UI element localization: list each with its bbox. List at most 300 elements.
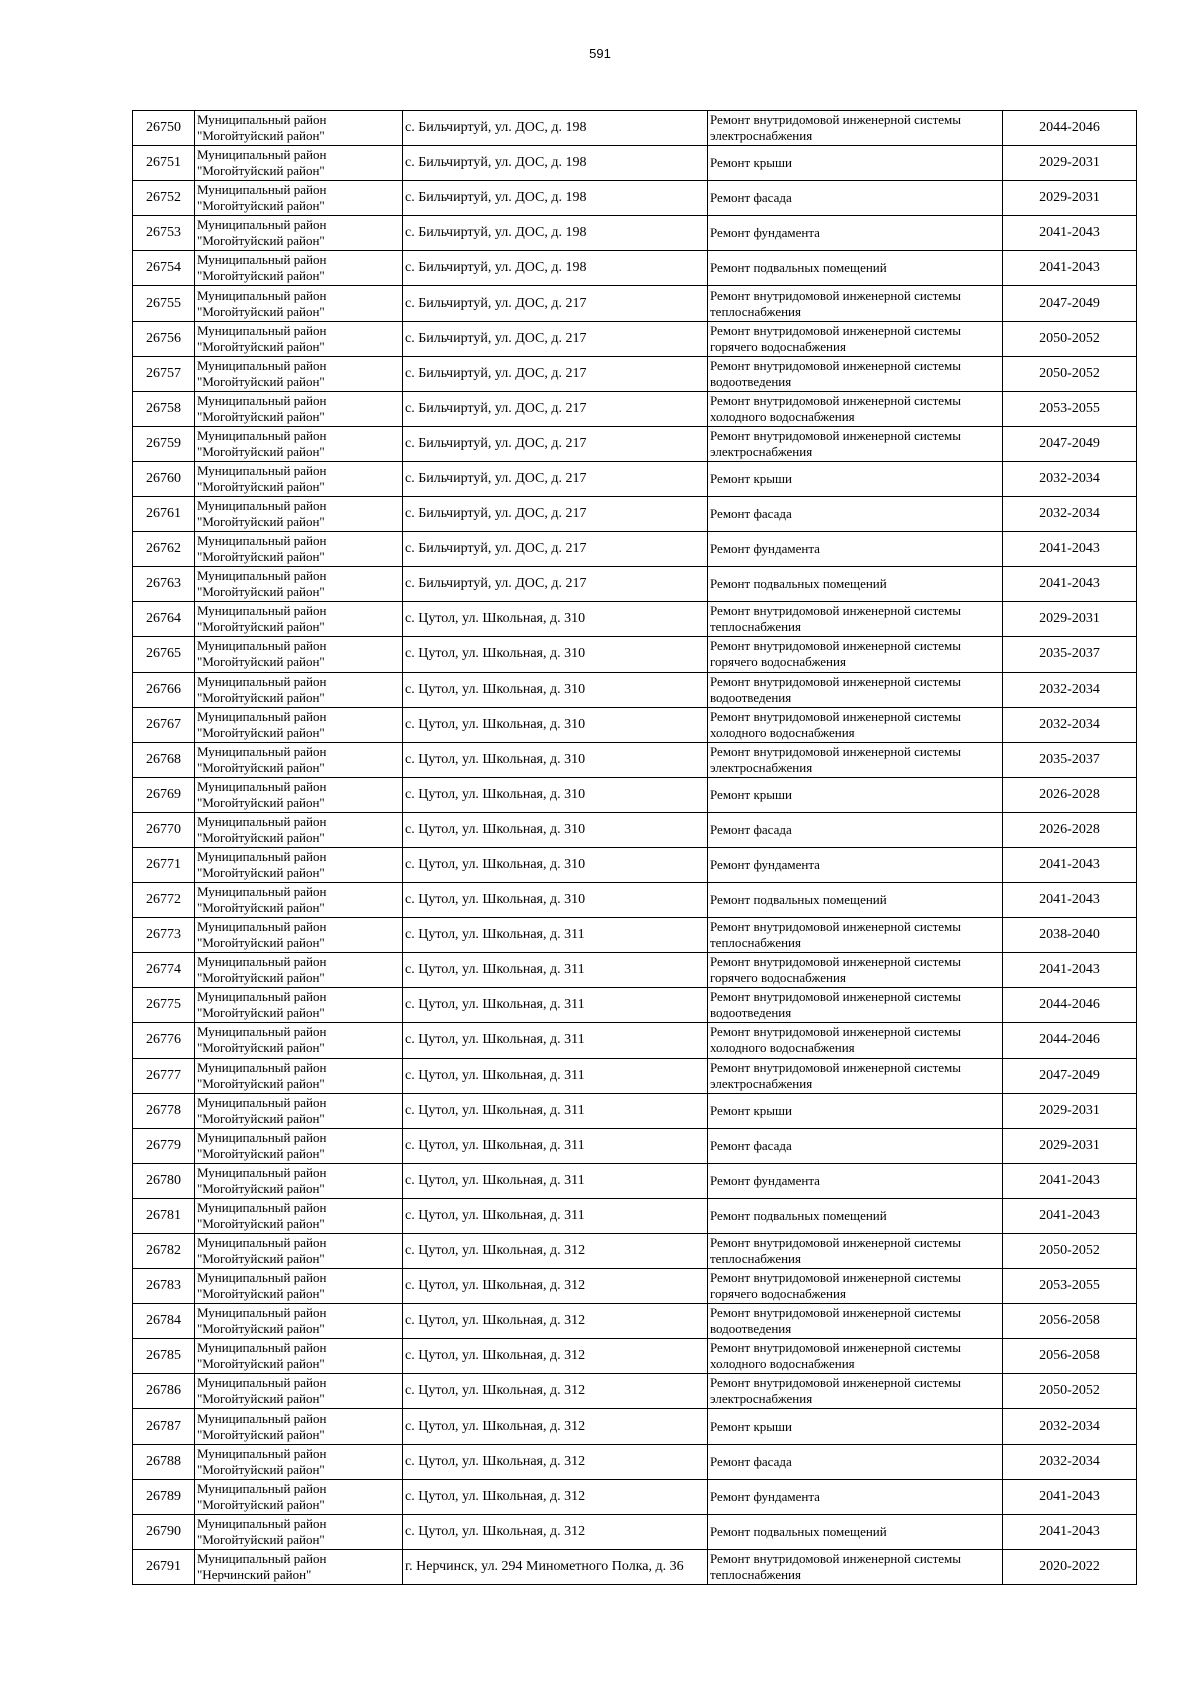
municipality-line: Муниципальный район bbox=[197, 217, 327, 233]
municipality-line: "Могойтуйский район" bbox=[197, 338, 325, 354]
work-type-line: электроснабжения bbox=[710, 128, 813, 144]
work-type-line: водоотведения bbox=[710, 373, 792, 389]
municipality-cell bbox=[195, 918, 403, 953]
work-type-line: теплоснабжения bbox=[710, 303, 801, 319]
table-row bbox=[133, 1163, 1137, 1198]
municipality-line: "Могойтуйский район" bbox=[197, 900, 325, 916]
municipality-cell bbox=[195, 672, 403, 707]
municipality-cell bbox=[195, 181, 403, 216]
municipality-line: Муниципальный район bbox=[197, 287, 327, 303]
work-type-line: Ремонт внутридомовой инженерной системы bbox=[710, 112, 961, 128]
work-type-line: теплоснабжения bbox=[710, 619, 801, 635]
municipality-line: "Могойтуйский район" bbox=[197, 478, 325, 494]
record-number: 26758 bbox=[133, 391, 195, 426]
table-row bbox=[133, 1444, 1137, 1479]
municipality-line: Муниципальный район bbox=[197, 989, 327, 1005]
work-type-cell bbox=[708, 1549, 1003, 1584]
period-cell: 2029-2031 bbox=[1003, 181, 1137, 216]
work-type-line: теплоснабжения bbox=[710, 1251, 801, 1267]
period-cell: 2035-2037 bbox=[1003, 637, 1137, 672]
municipality-line: Муниципальный район bbox=[197, 498, 327, 514]
period-cell: 2050-2052 bbox=[1003, 356, 1137, 391]
address-cell: с. Цутол, ул. Школьная, д. 310 bbox=[403, 672, 708, 707]
municipality-cell bbox=[195, 216, 403, 251]
record-number: 26752 bbox=[133, 181, 195, 216]
work-type-cell bbox=[708, 1234, 1003, 1269]
table-row bbox=[133, 1339, 1137, 1374]
municipality-cell bbox=[195, 847, 403, 882]
municipality-cell bbox=[195, 707, 403, 742]
work-type-cell bbox=[708, 567, 1003, 602]
address-cell: с. Цутол, ул. Школьная, д. 311 bbox=[403, 1163, 708, 1198]
period-cell: 2041-2043 bbox=[1003, 1514, 1137, 1549]
work-type-line: Ремонт крыши bbox=[710, 470, 792, 486]
period-cell: 2047-2049 bbox=[1003, 286, 1137, 321]
address-cell: с. Цутол, ул. Школьная, д. 311 bbox=[403, 1058, 708, 1093]
work-type-line: холодного водоснабжения bbox=[710, 1356, 855, 1372]
period-cell: 2029-2031 bbox=[1003, 1093, 1137, 1128]
municipality-line: "Могойтуйский район" bbox=[197, 1391, 325, 1407]
address-cell: с. Цутол, ул. Школьная, д. 312 bbox=[403, 1409, 708, 1444]
address-cell: с. Цутол, ул. Школьная, д. 310 bbox=[403, 742, 708, 777]
record-number: 26763 bbox=[133, 567, 195, 602]
municipality-line: "Могойтуйский район" bbox=[197, 759, 325, 775]
record-number: 26788 bbox=[133, 1444, 195, 1479]
period-cell: 2020-2022 bbox=[1003, 1549, 1137, 1584]
period-cell: 2032-2034 bbox=[1003, 1444, 1137, 1479]
period-cell: 2032-2034 bbox=[1003, 707, 1137, 742]
address-cell: с. Цутол, ул. Школьная, д. 310 bbox=[403, 883, 708, 918]
address-cell: с. Цутол, ул. Школьная, д. 310 bbox=[403, 812, 708, 847]
municipality-line: "Могойтуйский район" bbox=[197, 1180, 325, 1196]
work-type-line: Ремонт внутридомовой инженерной системы bbox=[710, 919, 961, 935]
record-number: 26786 bbox=[133, 1374, 195, 1409]
work-type-line: Ремонт внутридомовой инженерной системы bbox=[710, 357, 961, 373]
table-row bbox=[133, 461, 1137, 496]
municipality-line: "Могойтуйский район" bbox=[197, 1251, 325, 1267]
record-number: 26791 bbox=[133, 1549, 195, 1584]
table-row bbox=[133, 1409, 1137, 1444]
work-type-line: теплоснабжения bbox=[710, 935, 801, 951]
work-type-line: электроснабжения bbox=[710, 1075, 813, 1091]
period-cell: 2029-2031 bbox=[1003, 1128, 1137, 1163]
address-cell: с. Цутол, ул. Школьная, д. 312 bbox=[403, 1444, 708, 1479]
work-type-line: Ремонт внутридомовой инженерной системы bbox=[710, 1375, 961, 1391]
table-row bbox=[133, 742, 1137, 777]
work-type-cell bbox=[708, 1304, 1003, 1339]
municipality-cell bbox=[195, 356, 403, 391]
address-cell: с. Цутол, ул. Школьная, д. 312 bbox=[403, 1234, 708, 1269]
table-row bbox=[133, 1549, 1137, 1584]
municipality-line: "Могойтуйский район" bbox=[197, 233, 325, 249]
municipality-line: Муниципальный район bbox=[197, 849, 327, 865]
address-cell: с. Цутол, ул. Школьная, д. 312 bbox=[403, 1514, 708, 1549]
municipality-line: Муниципальный район bbox=[197, 1515, 327, 1531]
work-type-line: Ремонт внутридомовой инженерной системы bbox=[710, 708, 961, 724]
table-row bbox=[133, 1304, 1137, 1339]
period-cell: 2032-2034 bbox=[1003, 461, 1137, 496]
work-type-line: Ремонт внутридомовой инженерной системы bbox=[710, 427, 961, 443]
municipality-cell bbox=[195, 1304, 403, 1339]
table-row bbox=[133, 918, 1137, 953]
municipality-cell bbox=[195, 1374, 403, 1409]
table-row bbox=[133, 146, 1137, 181]
municipality-line: "Могойтуйский район" bbox=[197, 198, 325, 214]
work-type-cell bbox=[708, 426, 1003, 461]
record-number: 26774 bbox=[133, 953, 195, 988]
work-type-cell bbox=[708, 777, 1003, 812]
record-number: 26781 bbox=[133, 1198, 195, 1233]
table-row bbox=[133, 988, 1137, 1023]
municipality-cell bbox=[195, 391, 403, 426]
municipality-cell bbox=[195, 883, 403, 918]
record-number: 26776 bbox=[133, 1023, 195, 1058]
period-cell: 2029-2031 bbox=[1003, 146, 1137, 181]
municipality-line: Муниципальный район bbox=[197, 322, 327, 338]
table-row bbox=[133, 1514, 1137, 1549]
table-row bbox=[133, 426, 1137, 461]
record-number: 26761 bbox=[133, 497, 195, 532]
table-row bbox=[133, 672, 1137, 707]
municipality-line: "Могойтуйский район" bbox=[197, 1496, 325, 1512]
work-type-line: Ремонт внутридомовой инженерной системы bbox=[710, 392, 961, 408]
work-type-line: Ремонт подвальных помещений bbox=[710, 576, 887, 592]
address-cell: с. Бильчиртуй, ул. ДОС, д. 217 bbox=[403, 497, 708, 532]
table-row bbox=[133, 707, 1137, 742]
municipality-cell bbox=[195, 251, 403, 286]
period-cell: 2041-2043 bbox=[1003, 216, 1137, 251]
table-row bbox=[133, 356, 1137, 391]
municipality-cell bbox=[195, 953, 403, 988]
record-number: 26785 bbox=[133, 1339, 195, 1374]
municipality-cell bbox=[195, 461, 403, 496]
table-row bbox=[133, 181, 1137, 216]
work-type-line: Ремонт внутридомовой инженерной системы bbox=[710, 1059, 961, 1075]
address-cell: с. Бильчиртуй, ул. ДОС, д. 217 bbox=[403, 321, 708, 356]
work-type-cell bbox=[708, 181, 1003, 216]
record-number: 26753 bbox=[133, 216, 195, 251]
work-type-line: теплоснабжения bbox=[710, 1566, 801, 1582]
record-number: 26780 bbox=[133, 1163, 195, 1198]
municipality-cell bbox=[195, 321, 403, 356]
municipality-cell bbox=[195, 532, 403, 567]
work-type-line: холодного водоснабжения bbox=[710, 1040, 855, 1056]
record-number: 26784 bbox=[133, 1304, 195, 1339]
table-row bbox=[133, 1093, 1137, 1128]
municipality-line: "Могойтуйский район" bbox=[197, 1075, 325, 1091]
work-type-line: Ремонт внутридомовой инженерной системы bbox=[710, 743, 961, 759]
table-row bbox=[133, 1058, 1137, 1093]
address-cell: с. Бильчиртуй, ул. ДОС, д. 217 bbox=[403, 286, 708, 321]
work-type-line: Ремонт внутридомовой инженерной системы bbox=[710, 638, 961, 654]
work-type-cell bbox=[708, 532, 1003, 567]
address-cell: с. Цутол, ул. Школьная, д. 311 bbox=[403, 1023, 708, 1058]
municipality-line: "Могойтуйский район" bbox=[197, 373, 325, 389]
municipality-line: Муниципальный район bbox=[197, 954, 327, 970]
period-cell: 2056-2058 bbox=[1003, 1339, 1137, 1374]
work-type-cell bbox=[708, 1023, 1003, 1058]
municipality-line: Муниципальный район bbox=[197, 708, 327, 724]
municipality-cell bbox=[195, 111, 403, 146]
municipality-cell bbox=[195, 1198, 403, 1233]
municipality-line: Муниципальный район bbox=[197, 1305, 327, 1321]
period-cell: 2044-2046 bbox=[1003, 1023, 1137, 1058]
table-row bbox=[133, 286, 1137, 321]
municipality-line: Муниципальный район bbox=[197, 147, 327, 163]
work-type-line: электроснабжения bbox=[710, 759, 813, 775]
municipality-cell bbox=[195, 567, 403, 602]
municipality-line: "Могойтуйский район" bbox=[197, 1356, 325, 1372]
municipality-cell bbox=[195, 1269, 403, 1304]
record-number: 26767 bbox=[133, 707, 195, 742]
work-type-line: Ремонт фасада bbox=[710, 190, 792, 206]
period-cell: 2056-2058 bbox=[1003, 1304, 1137, 1339]
work-type-line: Ремонт фундамента bbox=[710, 541, 820, 557]
municipality-line: Муниципальный район bbox=[197, 1059, 327, 1075]
municipality-line: "Могойтуйский район" bbox=[197, 829, 325, 845]
work-type-cell bbox=[708, 216, 1003, 251]
table-row bbox=[133, 497, 1137, 532]
record-number: 26782 bbox=[133, 1234, 195, 1269]
work-type-line: Ремонт фундамента bbox=[710, 1172, 820, 1188]
municipality-line: "Могойтуйский район" bbox=[197, 549, 325, 565]
table-row bbox=[133, 1269, 1137, 1304]
municipality-cell bbox=[195, 637, 403, 672]
municipality-line: "Могойтуйский район" bbox=[197, 1040, 325, 1056]
work-type-cell bbox=[708, 1269, 1003, 1304]
work-type-line: Ремонт внутридомовой инженерной системы bbox=[710, 1235, 961, 1251]
work-type-cell bbox=[708, 742, 1003, 777]
work-type-line: водоотведения bbox=[710, 689, 792, 705]
period-cell: 2053-2055 bbox=[1003, 391, 1137, 426]
address-cell: с. Цутол, ул. Школьная, д. 311 bbox=[403, 953, 708, 988]
address-cell: с. Цутол, ул. Школьная, д. 312 bbox=[403, 1339, 708, 1374]
municipality-cell bbox=[195, 1479, 403, 1514]
municipality-line: "Могойтуйский район" bbox=[197, 1286, 325, 1302]
work-type-cell bbox=[708, 812, 1003, 847]
municipality-line: Муниципальный район bbox=[197, 1199, 327, 1215]
municipality-cell bbox=[195, 602, 403, 637]
address-cell: с. Цутол, ул. Школьная, д. 311 bbox=[403, 918, 708, 953]
municipality-cell bbox=[195, 1023, 403, 1058]
municipality-cell bbox=[195, 1444, 403, 1479]
work-type-cell bbox=[708, 1128, 1003, 1163]
municipality-line: Муниципальный район bbox=[197, 1094, 327, 1110]
work-type-cell bbox=[708, 1198, 1003, 1233]
period-cell: 2050-2052 bbox=[1003, 321, 1137, 356]
work-type-line: горячего водоснабжения bbox=[710, 970, 846, 986]
address-cell: с. Цутол, ул. Школьная, д. 310 bbox=[403, 707, 708, 742]
municipality-line: "Могойтуйский район" bbox=[197, 1005, 325, 1021]
municipality-line: Муниципальный район bbox=[197, 919, 327, 935]
period-cell: 2047-2049 bbox=[1003, 426, 1137, 461]
period-cell: 2041-2043 bbox=[1003, 1198, 1137, 1233]
table-row bbox=[133, 567, 1137, 602]
record-number: 26772 bbox=[133, 883, 195, 918]
municipality-line: "Могойтуйский район" bbox=[197, 724, 325, 740]
table-body bbox=[133, 111, 1137, 1585]
municipality-line: Муниципальный район bbox=[197, 743, 327, 759]
municipality-line: "Могойтуйский район" bbox=[197, 1110, 325, 1126]
period-cell: 2041-2043 bbox=[1003, 883, 1137, 918]
work-type-cell bbox=[708, 497, 1003, 532]
record-number: 26768 bbox=[133, 742, 195, 777]
municipality-line: "Могойтуйский район" bbox=[197, 1215, 325, 1231]
record-number: 26764 bbox=[133, 602, 195, 637]
work-type-cell bbox=[708, 111, 1003, 146]
municipality-cell bbox=[195, 426, 403, 461]
address-cell: с. Бильчиртуй, ул. ДОС, д. 198 bbox=[403, 251, 708, 286]
record-number: 26773 bbox=[133, 918, 195, 953]
period-cell: 2041-2043 bbox=[1003, 251, 1137, 286]
table-row bbox=[133, 251, 1137, 286]
period-cell: 2050-2052 bbox=[1003, 1374, 1137, 1409]
address-cell: с. Цутол, ул. Школьная, д. 311 bbox=[403, 1198, 708, 1233]
work-type-cell bbox=[708, 391, 1003, 426]
work-type-line: Ремонт фасада bbox=[710, 1137, 792, 1153]
address-cell: с. Бильчиртуй, ул. ДОС, д. 217 bbox=[403, 461, 708, 496]
address-cell: с. Бильчиртуй, ул. ДОС, д. 198 bbox=[403, 216, 708, 251]
period-cell: 2041-2043 bbox=[1003, 532, 1137, 567]
record-number: 26751 bbox=[133, 146, 195, 181]
table-row bbox=[133, 391, 1137, 426]
period-cell: 2050-2052 bbox=[1003, 1234, 1137, 1269]
municipality-line: Муниципальный район bbox=[197, 252, 327, 268]
work-type-line: Ремонт внутридомовой инженерной системы bbox=[710, 603, 961, 619]
record-number: 26783 bbox=[133, 1269, 195, 1304]
period-cell: 2041-2043 bbox=[1003, 1479, 1137, 1514]
table-row bbox=[133, 602, 1137, 637]
table-row bbox=[133, 777, 1137, 812]
municipality-line: "Могойтуйский район" bbox=[197, 619, 325, 635]
municipality-line: Муниципальный район bbox=[197, 1550, 327, 1566]
address-cell: с. Бильчиртуй, ул. ДОС, д. 217 bbox=[403, 391, 708, 426]
work-type-cell bbox=[708, 1514, 1003, 1549]
work-type-line: Ремонт фасада bbox=[710, 821, 792, 837]
table-row bbox=[133, 321, 1137, 356]
municipality-line: Муниципальный район bbox=[197, 568, 327, 584]
municipality-cell bbox=[195, 777, 403, 812]
address-cell: с. Бильчиртуй, ул. ДОС, д. 198 bbox=[403, 181, 708, 216]
period-cell: 2047-2049 bbox=[1003, 1058, 1137, 1093]
period-cell: 2044-2046 bbox=[1003, 111, 1137, 146]
work-type-line: Ремонт фасада bbox=[710, 1453, 792, 1469]
municipality-line: "Могойтуйский район" bbox=[197, 268, 325, 284]
municipality-line: Муниципальный район bbox=[197, 1024, 327, 1040]
work-type-cell bbox=[708, 707, 1003, 742]
work-type-line: Ремонт фундамента bbox=[710, 225, 820, 241]
work-type-cell bbox=[708, 1093, 1003, 1128]
municipality-cell bbox=[195, 146, 403, 181]
record-number: 26754 bbox=[133, 251, 195, 286]
municipality-line: Муниципальный район bbox=[197, 603, 327, 619]
municipality-line: "Могойтуйский район" bbox=[197, 1461, 325, 1477]
address-cell: с. Бильчиртуй, ул. ДОС, д. 217 bbox=[403, 426, 708, 461]
municipality-line: Муниципальный район bbox=[197, 1445, 327, 1461]
municipality-cell bbox=[195, 1163, 403, 1198]
period-cell: 2038-2040 bbox=[1003, 918, 1137, 953]
table-row bbox=[133, 1128, 1137, 1163]
municipality-line: Муниципальный район bbox=[197, 533, 327, 549]
work-type-cell bbox=[708, 1163, 1003, 1198]
work-type-line: электроснабжения bbox=[710, 443, 813, 459]
address-cell: с. Цутол, ул. Школьная, д. 312 bbox=[403, 1304, 708, 1339]
record-number: 26756 bbox=[133, 321, 195, 356]
municipality-line: Муниципальный район bbox=[197, 884, 327, 900]
address-cell: с. Цутол, ул. Школьная, д. 310 bbox=[403, 637, 708, 672]
work-type-cell bbox=[708, 883, 1003, 918]
work-type-cell bbox=[708, 918, 1003, 953]
record-number: 26755 bbox=[133, 286, 195, 321]
municipality-line: Муниципальный район bbox=[197, 357, 327, 373]
work-type-line: Ремонт внутридомовой инженерной системы bbox=[710, 1550, 961, 1566]
municipality-line: "Нерчинский район" bbox=[197, 1566, 312, 1582]
record-number: 26777 bbox=[133, 1058, 195, 1093]
work-type-line: Ремонт фундамента bbox=[710, 857, 820, 873]
period-cell: 2029-2031 bbox=[1003, 602, 1137, 637]
work-type-cell bbox=[708, 953, 1003, 988]
record-number: 26769 bbox=[133, 777, 195, 812]
municipality-line: "Могойтуйский район" bbox=[197, 1145, 325, 1161]
municipality-cell bbox=[195, 1128, 403, 1163]
work-type-line: горячего водоснабжения bbox=[710, 338, 846, 354]
municipality-line: "Могойтуйский район" bbox=[197, 163, 325, 179]
municipality-cell bbox=[195, 742, 403, 777]
work-type-cell bbox=[708, 1409, 1003, 1444]
municipality-cell bbox=[195, 988, 403, 1023]
municipality-line: Муниципальный район bbox=[197, 673, 327, 689]
work-type-cell bbox=[708, 672, 1003, 707]
work-type-line: водоотведения bbox=[710, 1321, 792, 1337]
municipality-line: Муниципальный район bbox=[197, 1235, 327, 1251]
record-number: 26771 bbox=[133, 847, 195, 882]
work-type-line: электроснабжения bbox=[710, 1391, 813, 1407]
work-type-line: Ремонт фасада bbox=[710, 506, 792, 522]
period-cell: 2044-2046 bbox=[1003, 988, 1137, 1023]
municipality-line: Муниципальный район bbox=[197, 1164, 327, 1180]
work-type-line: холодного водоснабжения bbox=[710, 724, 855, 740]
work-type-line: Ремонт крыши bbox=[710, 1102, 792, 1118]
municipality-cell bbox=[195, 1093, 403, 1128]
work-type-line: Ремонт внутридомовой инженерной системы bbox=[710, 673, 961, 689]
municipality-line: "Могойтуйский район" bbox=[197, 689, 325, 705]
work-type-cell bbox=[708, 1374, 1003, 1409]
record-number: 26770 bbox=[133, 812, 195, 847]
address-cell: с. Бильчиртуй, ул. ДОС, д. 217 bbox=[403, 356, 708, 391]
table-row bbox=[133, 1374, 1137, 1409]
work-type-line: Ремонт крыши bbox=[710, 1418, 792, 1434]
municipality-line: "Могойтуйский район" bbox=[197, 408, 325, 424]
municipality-cell bbox=[195, 1058, 403, 1093]
record-number: 26760 bbox=[133, 461, 195, 496]
record-number: 26779 bbox=[133, 1128, 195, 1163]
work-type-line: Ремонт подвальных помещений bbox=[710, 892, 887, 908]
work-type-cell bbox=[708, 1339, 1003, 1374]
municipality-line: Муниципальный район bbox=[197, 182, 327, 198]
municipality-line: "Могойтуйский район" bbox=[197, 935, 325, 951]
record-number: 26757 bbox=[133, 356, 195, 391]
period-cell: 2053-2055 bbox=[1003, 1269, 1137, 1304]
table-row bbox=[133, 953, 1137, 988]
address-cell: с. Цутол, ул. Школьная, д. 312 bbox=[403, 1269, 708, 1304]
period-cell: 2032-2034 bbox=[1003, 497, 1137, 532]
municipality-line: Муниципальный район bbox=[197, 1480, 327, 1496]
municipality-line: Муниципальный район bbox=[197, 112, 327, 128]
municipality-line: "Могойтуйский район" bbox=[197, 514, 325, 530]
table-row bbox=[133, 1479, 1137, 1514]
work-type-line: горячего водоснабжения bbox=[710, 654, 846, 670]
address-cell: с. Цутол, ул. Школьная, д. 312 bbox=[403, 1374, 708, 1409]
